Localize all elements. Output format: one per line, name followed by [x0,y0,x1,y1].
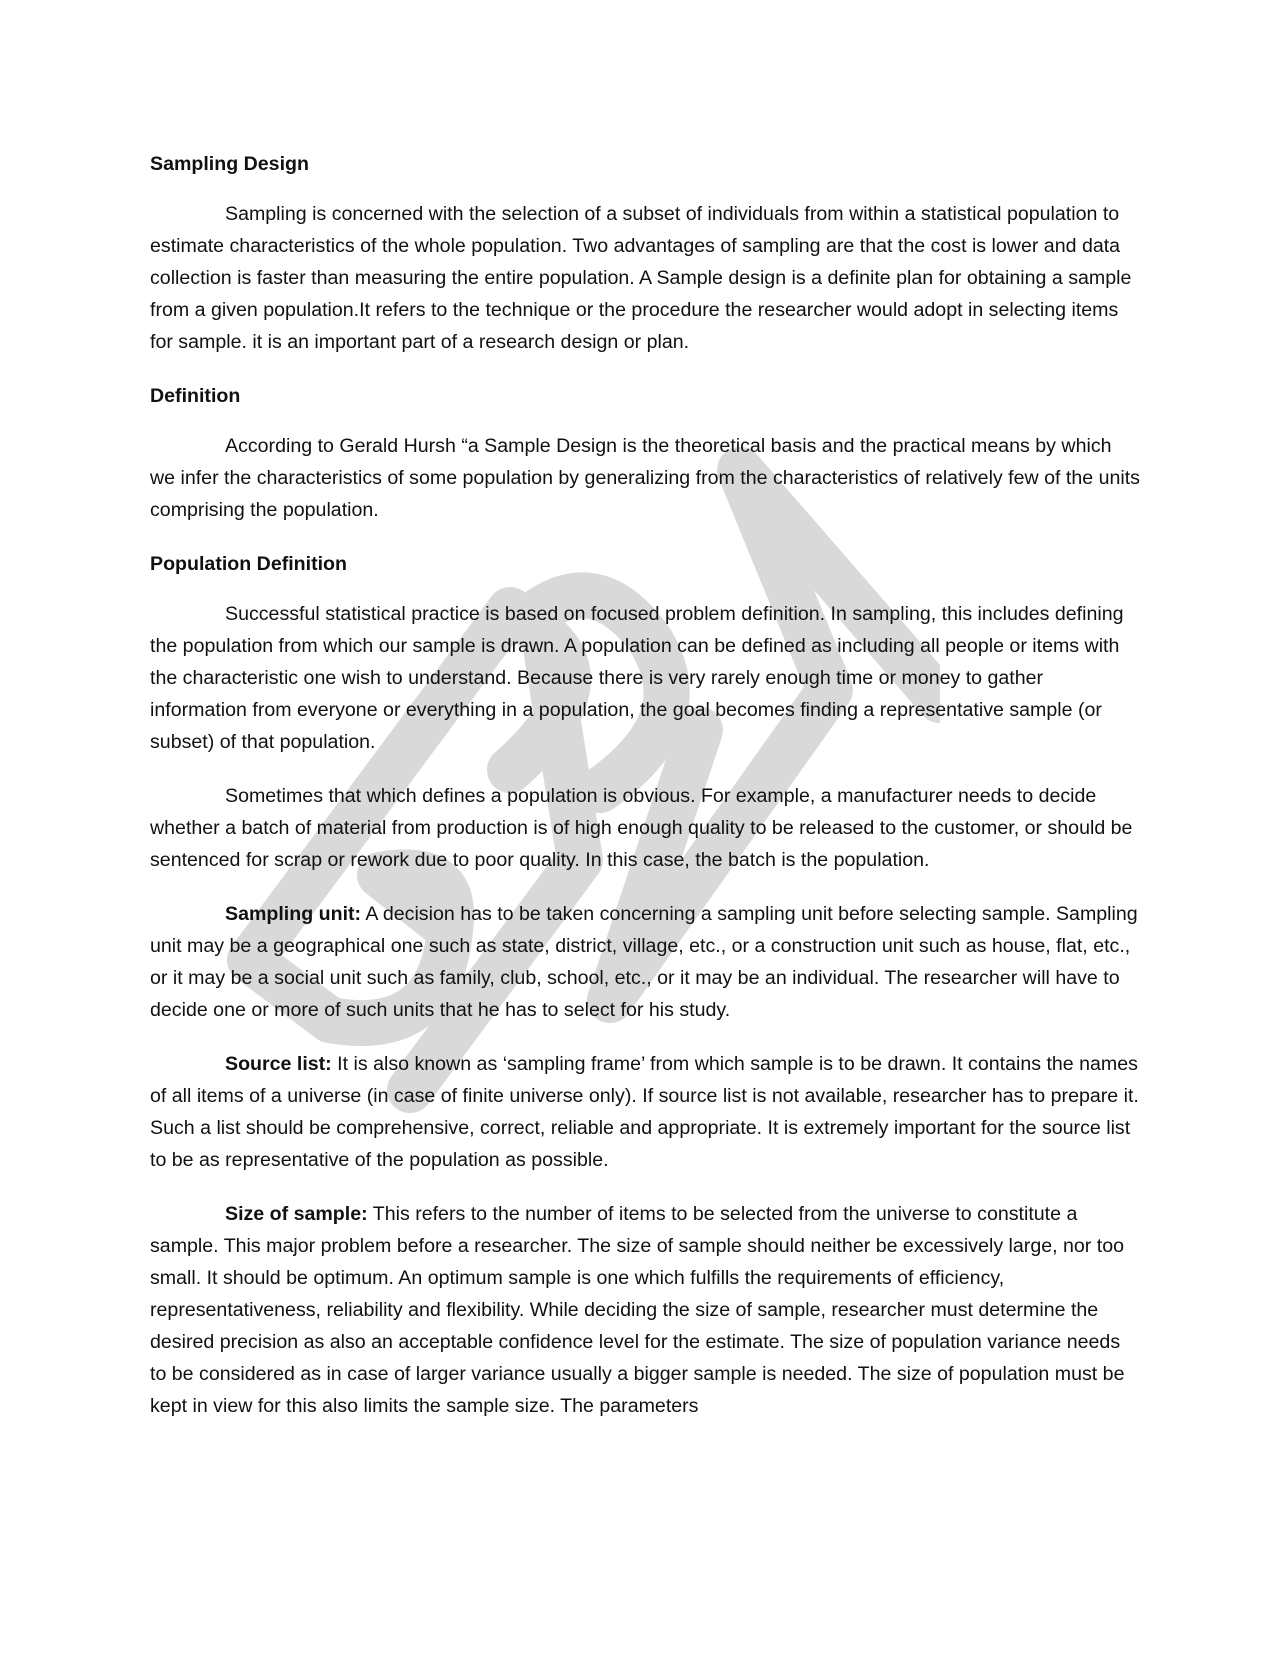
paragraph-population-definition: Successful statistical practice is based on focused problem definition. In sampling, this includes defining the population from which our sample is drawn. A population can be defined as including all people or items with the characteristic one wish to understand. Because there is very rarely enough time or money to gather information from everyone or everything in a population, the goal becomes finding a representative sample (or subset) of that population. [150,603,1124,753]
paragraph-sampling-unit [150,898,1140,1026]
paragraph-source-list [150,1048,1140,1176]
term-size-of-sample: Size of sample: [225,1203,368,1225]
term-source-list: Source list: [225,1053,332,1075]
text-size-of-sample: This refers to the number of items to be selected from the universe to constitute a sample. This major problem before a researcher. The size of sample should neither be excessively large, nor too small. It should be optimum. An optimum sample is one which fulfills the requirements of efficiency, representativeness, reliability and flexibility. While deciding the size of sample, researcher must determine the desired precision as also an acceptable confidence level for the estimate. The size of population variance needs to be considered as in case of larger variance usually a bigger sample is needed. The size of population must be kept in view for this also limits the sample size. The parameters [150,1203,1125,1417]
paragraph-sampling-design: Sampling is concerned with the selection of a subset of individuals from within a statistical population to estimate characteristics of the whole population. Two advantages of sampling are that the cost is lower and data collection is faster than measuring the entire population. A Sample design is a definite plan for obtaining a sample from a given population.It refers to the technique or the procedure the researcher would adopt in selecting items for sample. it is an important part of a research design or plan. [150,203,1132,353]
heading-definition: Definition [150,385,241,407]
paragraph-population-example: Sometimes that which defines a population is obvious. For example, a manufacturer needs to decide whether a batch of material from production is of high enough quality to be released to the customer, or should be sentenced for scrap or rework due to poor quality. In this case, the batch is the population. [150,785,1133,871]
heading-sampling-design: Sampling Design [150,153,309,175]
paragraph-size-of-sample [150,1198,1140,1422]
paragraph-definition: According to Gerald Hursh “a Sample Design is the theoretical basis and the practical means by which we infer the characteristics of some population by generalizing from the characteristics of relatively few of the units comprising the population. [150,435,1140,521]
term-sampling-unit: Sampling unit: [225,903,362,925]
text-sampling-unit: A decision has to be taken concerning a sampling unit before selecting sample. Sampling unit may be a geographical one such as state, district, village, etc., or a construction unit such as house, flat, etc., or it may be a social unit such as family, club, school, etc., or it may be an individual. The researcher will have to decide one or more of such units that he has to select for his study. [150,903,1138,1021]
document-body [150,148,1140,1444]
text-source-list: It is also known as ‘sampling frame’ from which sample is to be drawn. It contains the names of all items of a universe (in case of finite universe only). If source list is not available, researcher has to prepare it. Such a list should be comprehensive, correct, reliable and appropriate. It is extremely important for the source list to be as representative of the population as possible. [150,1053,1139,1171]
heading-population-definition: Population Definition [150,553,347,575]
